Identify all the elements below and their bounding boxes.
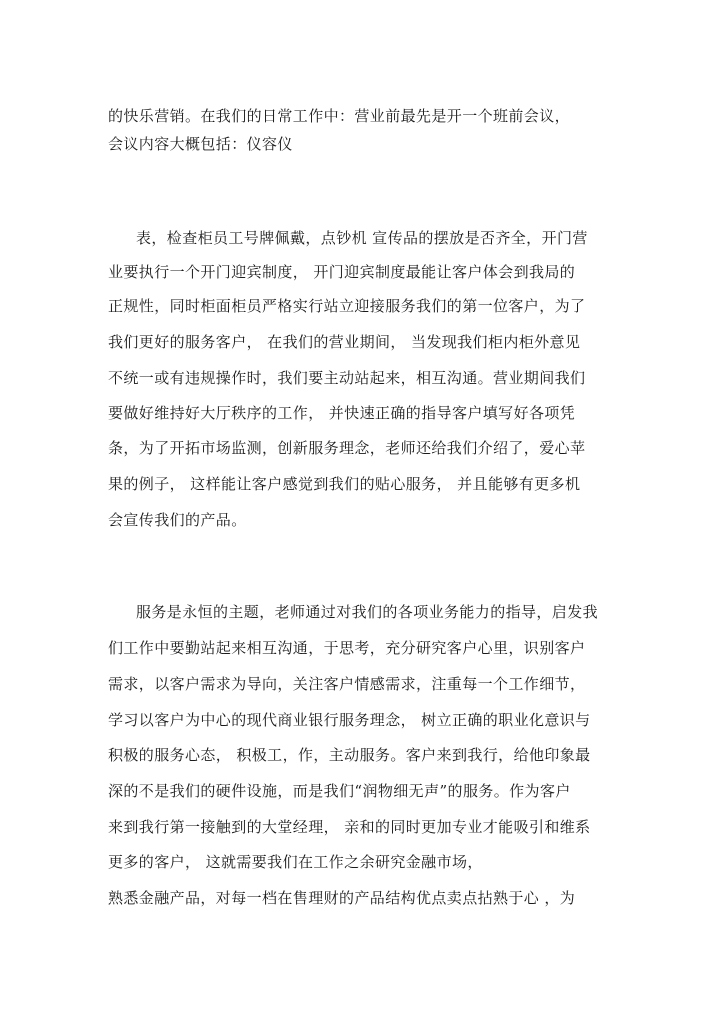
text-line: 们工作中要勤站起来相互沟通，于思考，充分研究客户心里，识别客户 — [108, 639, 586, 657]
text-line: 深的不是我们的硬件设施，而是我们“润物细无声”的服务。作为客户 — [108, 782, 571, 800]
text-line: 会议内容大概包括：仪容仪 — [108, 135, 293, 153]
text-line: 来到我行第一接触到的大堂经理， 亲和的同时更加专业才能吸引和维系 — [108, 818, 591, 836]
text-line: 业要执行一个开门迎宾制度， 开门迎宾制度最能让客户体会到我局的 — [108, 263, 576, 281]
text-line: 会宣传我们的产品。 — [108, 511, 247, 529]
text-line: 服务是永恒的主题，老师通过对我们的各项业务能力的指导，启发我 — [136, 603, 599, 621]
text-line: 的快乐营销。在我们的日常工作中：营业前最先是开一个班前会议， — [108, 107, 571, 125]
text-line: 学习以客户为中心的现代商业银行服务理念， 树立正确的职业化意识与 — [108, 711, 591, 729]
text-line: 不统一或有违规操作时，我们要主动站起来，相互沟通。营业期间我们 — [108, 369, 586, 387]
text-line: 需求，以客户需求为导向，关注客户情感需求，注重每一个工作细节， — [108, 675, 586, 693]
text-line: 正规性，同时柜面柜员严格实行站立迎接服务我们的第一位客户，为了 — [108, 297, 586, 315]
text-line: 更多的客户， 这就需要我们在工作之余研究金融市场， — [108, 853, 483, 871]
text-line: 表，检查柜员工号牌佩戴，点钞机 宣传品的摆放是否齐全，开门营 — [136, 229, 588, 247]
text-line: 条，为了开拓市场监测，创新服务理念，老师还给我们介绍了，爱心苹 — [108, 439, 586, 457]
text-line: 积极的服务心态， 积极工，作，主动服务。客户来到我行，给他印象最 — [108, 746, 591, 764]
text-line: 要做好维持好大厅秩序的工作， 并快速正确的指导客户填写好各项凭 — [108, 404, 576, 422]
text-line: 果的例子， 这样能让客户感觉到我们的贴心服务， 并且能够有更多机 — [108, 475, 581, 493]
text-line: 熟悉金融产品，对每一档在售理财的产品结构优点卖点拈熟于心 ，为 — [108, 889, 576, 907]
text-line: 我们更好的服务客户， 在我们的营业期间， 当发现我们柜内柜外意见 — [108, 333, 581, 351]
